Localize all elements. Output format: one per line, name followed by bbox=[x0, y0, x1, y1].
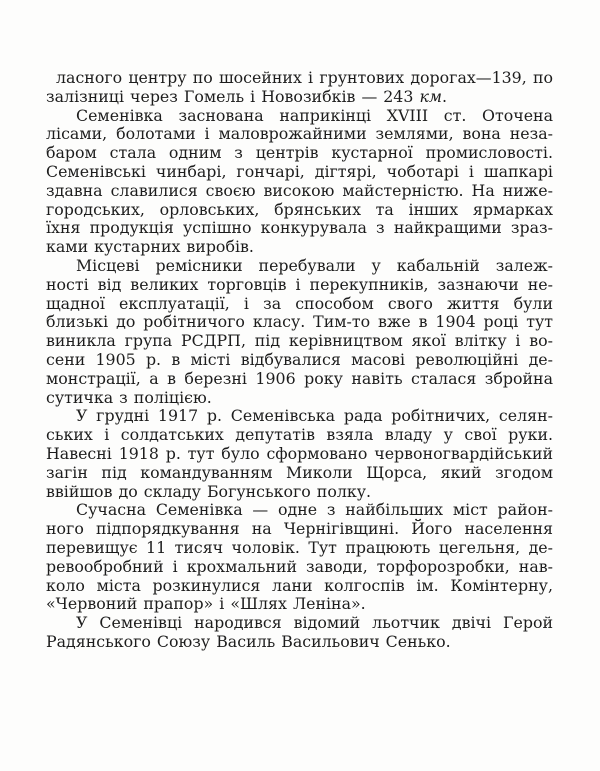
italic-text: км bbox=[419, 86, 442, 106]
text-line: Радянського Союзу Василь Васильович Сенько. bbox=[46, 631, 451, 651]
text-line: Навесні 1918 р. тут було сформовано червоногвардійський bbox=[46, 443, 553, 463]
text-line: «Червоний прапор» і «Шлях Леніна». bbox=[46, 594, 366, 614]
text-line: У грудні 1917 р. Семенівська рада робітничих, селян- bbox=[76, 406, 553, 426]
paragraph bbox=[46, 407, 553, 501]
text-line: ських і солдатських депутатів взяла владу у свої руки. bbox=[46, 425, 553, 445]
text-line: Семенівські чинбарі, гончарі, дігтярі, чоботарі і шапкарі bbox=[46, 161, 553, 181]
text-line: Семенівка заснована наприкінці XVIII ст. Оточена bbox=[76, 105, 553, 125]
text-line: ласного центру по шосейних і грунтових дорогах—139, по bbox=[56, 68, 553, 87]
text-line: їхня продукція успішно конкурувала з найкращими зраз- bbox=[46, 218, 553, 238]
text-line: городських, орловських, брянських та інших ярмарках bbox=[46, 199, 553, 219]
text-line: Сучасна Семенівка — одне з найбільших міст район- bbox=[76, 500, 553, 520]
text-line: ного підпорядкування на Чернігівщині. Його населення bbox=[46, 519, 553, 539]
text-segment: залізниці через Гомель і Новозибків — 243 bbox=[46, 86, 420, 106]
text-line: щадної експлуатації, і за способом свого життя були bbox=[46, 293, 553, 313]
text-line: ревообробний і крохмальний заводи, торфорозробки, нав- bbox=[46, 556, 553, 576]
text-line: баром стала одним з центрів кустарної промисловості. bbox=[46, 143, 553, 163]
paragraph bbox=[46, 257, 553, 407]
text-line: здавна славилися своєю високою майстерністю. На ниже- bbox=[46, 180, 553, 200]
paragraph bbox=[46, 614, 553, 652]
text-line: перевищує 11 тисяч чоловік. Тут працюють цегельня, де- bbox=[46, 537, 553, 557]
paragraph bbox=[46, 69, 553, 107]
text-line: сени 1905 р. в місті відбувалися масові революційні де- bbox=[46, 349, 553, 369]
text-line: загін під командуванням Миколи Щорса, який згодом bbox=[46, 462, 553, 482]
text-line: ввійшов до складу Богунського полку. bbox=[46, 481, 372, 501]
text-line: лісами, болотами і маловрожайними землями, вона неза- bbox=[46, 124, 553, 144]
text-line: ності від великих торговців і перекупників, зазнаючи не- bbox=[46, 274, 553, 294]
text-line: ками кустарних виробів. bbox=[46, 237, 254, 257]
text-line: сутичка з поліцією. bbox=[46, 387, 212, 407]
text-line: У Семенівці народився відомий льотчик двічі Герой bbox=[76, 613, 553, 633]
text-line bbox=[46, 88, 553, 107]
paragraph bbox=[46, 501, 553, 614]
text-line: монстрації, а в березні 1906 року навіть сталася збройна bbox=[46, 368, 553, 388]
text-block bbox=[46, 69, 553, 652]
text-line: виникла група РСДРП, під керівництвом якої влітку і во- bbox=[46, 331, 553, 351]
text-line: Місцеві ремісники перебували у кабальній залеж- bbox=[76, 255, 553, 275]
text-segment: . bbox=[441, 86, 447, 106]
text-line: близькі до робітничого класу. Тим-то вже в 1904 році тут bbox=[46, 312, 553, 332]
text-line: коло міста розкинулися лани колгоспів ім. Комінтерну, bbox=[46, 575, 553, 595]
paragraph bbox=[46, 107, 553, 257]
